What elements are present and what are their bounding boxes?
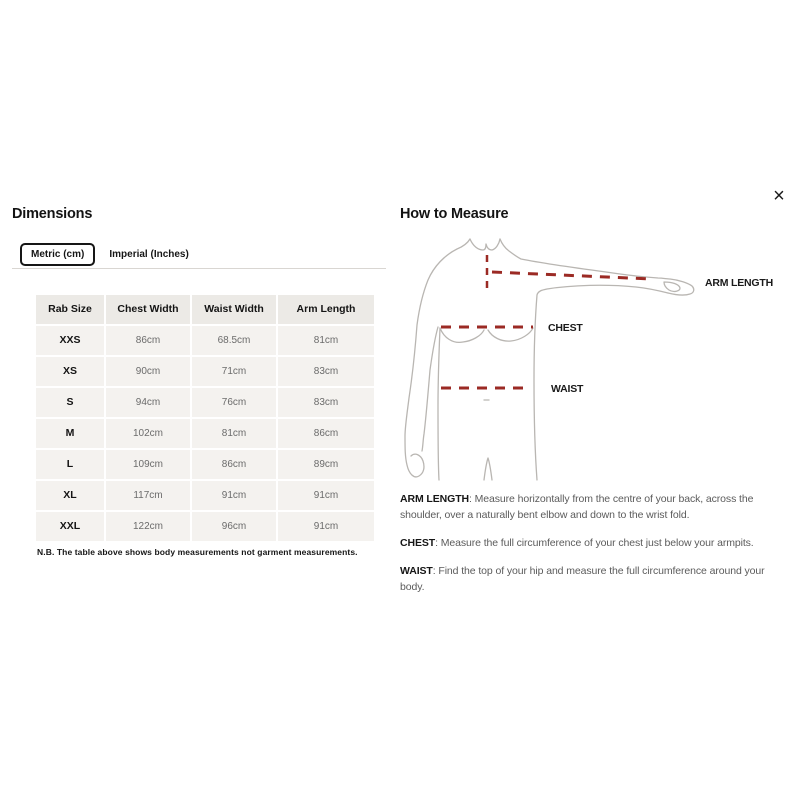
body-measurement-diagram	[400, 228, 790, 492]
waist-instruction	[400, 563, 780, 595]
table-note: N.B. The table above shows body measurements not garment measurements.	[37, 547, 358, 557]
chest-instruction-label: CHEST	[400, 537, 436, 549]
waist-instruction-text: : Find the top of your hip and measure the full circumference around your body.	[400, 565, 765, 593]
arm-cell: 81cm	[278, 326, 374, 355]
size-cell: L	[36, 450, 104, 479]
arm-cell: 83cm	[278, 357, 374, 386]
waist-cell: 71cm	[192, 357, 276, 386]
dimensions-title: Dimensions	[12, 206, 93, 222]
chest-instruction	[400, 535, 780, 551]
waist-cell: 81cm	[192, 419, 276, 448]
tabs-divider	[12, 268, 386, 269]
body-right-arm	[500, 239, 694, 295]
arm-cell: 89cm	[278, 450, 374, 479]
arm-cell: 91cm	[278, 512, 374, 541]
chest-cell: 102cm	[106, 419, 190, 448]
body-right-hand-curl	[664, 282, 680, 291]
tab-metric[interactable]: Metric (cm)	[20, 243, 95, 266]
col-header-arm-length: Arm Length	[278, 295, 374, 324]
col-header-chest-width: Chest Width	[106, 295, 190, 324]
chest-label: CHEST	[548, 322, 583, 334]
size-cell: S	[36, 388, 104, 417]
close-icon[interactable]: ×	[766, 183, 792, 209]
body-chest-curves	[440, 328, 533, 342]
chest-cell: 122cm	[106, 512, 190, 541]
chest-cell: 94cm	[106, 388, 190, 417]
arm-length-label: ARM LENGTH	[705, 277, 773, 289]
arm-length-instruction-text: : Measure horizontally from the centre of your back, across the shoulder, over a naturally bent elbow and down to the wrist fold.	[400, 493, 754, 521]
measure-instructions	[400, 491, 780, 607]
arm-cell: 83cm	[278, 388, 374, 417]
dimensions-section	[12, 206, 386, 566]
unit-tabs	[20, 243, 200, 266]
size-cell: XS	[36, 357, 104, 386]
waist-cell: 68.5cm	[192, 326, 276, 355]
size-cell: M	[36, 419, 104, 448]
waist-instruction-label: WAIST	[400, 565, 433, 577]
body-left-inner-arm	[422, 327, 438, 451]
arm-cell: 86cm	[278, 419, 374, 448]
waist-cell: 91cm	[192, 481, 276, 510]
arm-length-instruction-label: ARM LENGTH	[400, 493, 469, 505]
chest-cell: 109cm	[106, 450, 190, 479]
col-header-waist-width: Waist Width	[192, 295, 276, 324]
how-to-measure-title: How to Measure	[400, 206, 509, 222]
chest-cell: 86cm	[106, 326, 190, 355]
body-neck	[470, 239, 500, 250]
waist-label: WAIST	[551, 383, 584, 395]
tab-imperial[interactable]: Imperial (Inches)	[98, 243, 199, 266]
waist-cell: 96cm	[192, 512, 276, 541]
body-torso-left	[438, 328, 440, 480]
arm-length-instruction	[400, 491, 780, 523]
waist-cell: 76cm	[192, 388, 276, 417]
how-to-measure-section	[400, 206, 790, 606]
chest-instruction-text: : Measure the full circumference of your chest just below your armpits.	[435, 537, 754, 549]
size-table	[36, 295, 374, 541]
col-header-rab-size: Rab Size	[36, 295, 104, 324]
waist-cell: 86cm	[192, 450, 276, 479]
size-cell: XXS	[36, 326, 104, 355]
arm-cell: 91cm	[278, 481, 374, 510]
chest-cell: 117cm	[106, 481, 190, 510]
chest-cell: 90cm	[106, 357, 190, 386]
size-cell: XL	[36, 481, 104, 510]
body-crotch	[484, 458, 492, 480]
size-cell: XXL	[36, 512, 104, 541]
